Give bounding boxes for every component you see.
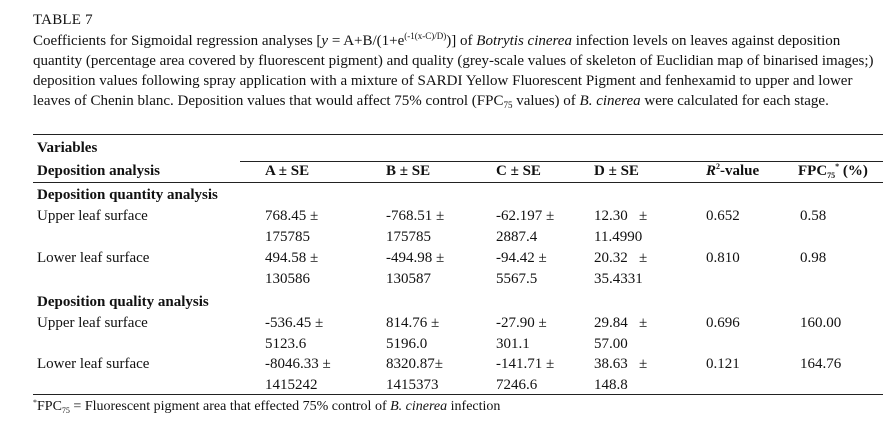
cell-r2: 0.696: [706, 315, 740, 331]
header-c: C ± SE: [496, 163, 541, 179]
cell-d-se: 148.8: [594, 377, 628, 393]
section-title-quality: Deposition quality analysis: [37, 294, 209, 310]
table-footnote: $^*FPC_{75}$ = Fluorescent pigment area that effected 75% control of B. cinerea infection: [33, 398, 501, 415]
cell-c: -27.90 ±: [496, 315, 547, 331]
header-sub-rule: [240, 161, 883, 162]
header-r2: $R^2$-value: [706, 162, 760, 179]
table-caption: Coefficients for Sigmoidal regression analyses $[y = A+B/(1+e^{(-1(x-C)/D)})]$ of Botrytis cinerea infection levels on leaves against deposition quantity (percentage area covered by fluorescent pigment) and quality (grey-scale values of skeleton of Euclidian map of binarised images;) deposition values following spray application with a mixture of SARDI Yellow Fluorescent Pigment and fenhexamid to upper and lower leaves of Chenin blanc. Deposition values that would affect 75% control ($FPC_{75}$ values) of B. cinerea were calculated for each stage.: [33, 31, 874, 110]
cell-c: -141.71 ±: [496, 356, 555, 372]
cell-a-se: 1415242: [265, 377, 318, 393]
cell-c-se: 2887.4: [496, 229, 538, 245]
cell-b: 8320.87±: [386, 356, 443, 372]
cell-b-se: 1415373: [386, 377, 439, 393]
cell-b-se: 130587: [386, 271, 431, 287]
cell-b: -494.98 ±: [386, 250, 445, 266]
cell-r2: 0.121: [706, 356, 740, 372]
cell-c: -62.197 ±: [496, 208, 555, 224]
cell-a: -8046.33 ±: [265, 356, 331, 372]
row-label: Upper leaf surface: [37, 208, 148, 224]
table-top-rule: [33, 134, 883, 135]
cell-fpc: 160.00: [800, 315, 842, 331]
cell-d-se: 57.00: [594, 336, 628, 352]
cell-fpc: 0.58: [800, 208, 827, 224]
cell-c-se: 5567.5: [496, 271, 538, 287]
cell-b-se: 175785: [386, 229, 431, 245]
cell-c: -94.42 ±: [496, 250, 547, 266]
cell-b: -768.51 ±: [386, 208, 445, 224]
section-title-quantity: Deposition quantity analysis: [37, 187, 218, 203]
cell-fpc: 0.98: [800, 250, 827, 266]
cell-b-se: 5196.0: [386, 336, 428, 352]
header-b: B ± SE: [386, 163, 431, 179]
row-label: Lower leaf surface: [37, 356, 150, 372]
cell-a-se: 175785: [265, 229, 310, 245]
header-bottom-rule: [33, 182, 883, 183]
cell-a-se: 5123.6: [265, 336, 307, 352]
cell-b: 814.76 ±: [386, 315, 440, 331]
cell-fpc: 164.76: [800, 356, 842, 372]
cell-d: 38.63 ±: [594, 356, 648, 372]
row-label: Upper leaf surface: [37, 315, 148, 331]
header-fpc: $FPC_{75}^*$ (%): [798, 162, 868, 180]
table-bottom-rule: [33, 394, 883, 395]
cell-a: -536.45 ±: [265, 315, 324, 331]
table-caption-block: [33, 11, 883, 111]
cell-d: 20.32 ±: [594, 250, 648, 266]
cell-a-se: 130586: [265, 271, 310, 287]
cell-d-se: 35.4331: [594, 271, 643, 287]
row-label: Lower leaf surface: [37, 250, 150, 266]
table-number: TABLE 7: [33, 12, 93, 28]
cell-d-se: 11.4990: [594, 229, 643, 245]
header-d: D ± SE: [594, 163, 639, 179]
cell-a: 768.45 ±: [265, 208, 319, 224]
header-variables: Variables: [37, 140, 98, 156]
cell-d: 29.84 ±: [594, 315, 648, 331]
cell-c-se: 301.1: [496, 336, 530, 352]
cell-r2: 0.652: [706, 208, 740, 224]
cell-d: 12.30 ±: [594, 208, 648, 224]
cell-r2: 0.810: [706, 250, 740, 266]
header-a: A ± SE: [265, 163, 310, 179]
cell-c-se: 7246.6: [496, 377, 538, 393]
cell-a: 494.58 ±: [265, 250, 319, 266]
header-deposition-analysis: Deposition analysis: [37, 163, 160, 179]
